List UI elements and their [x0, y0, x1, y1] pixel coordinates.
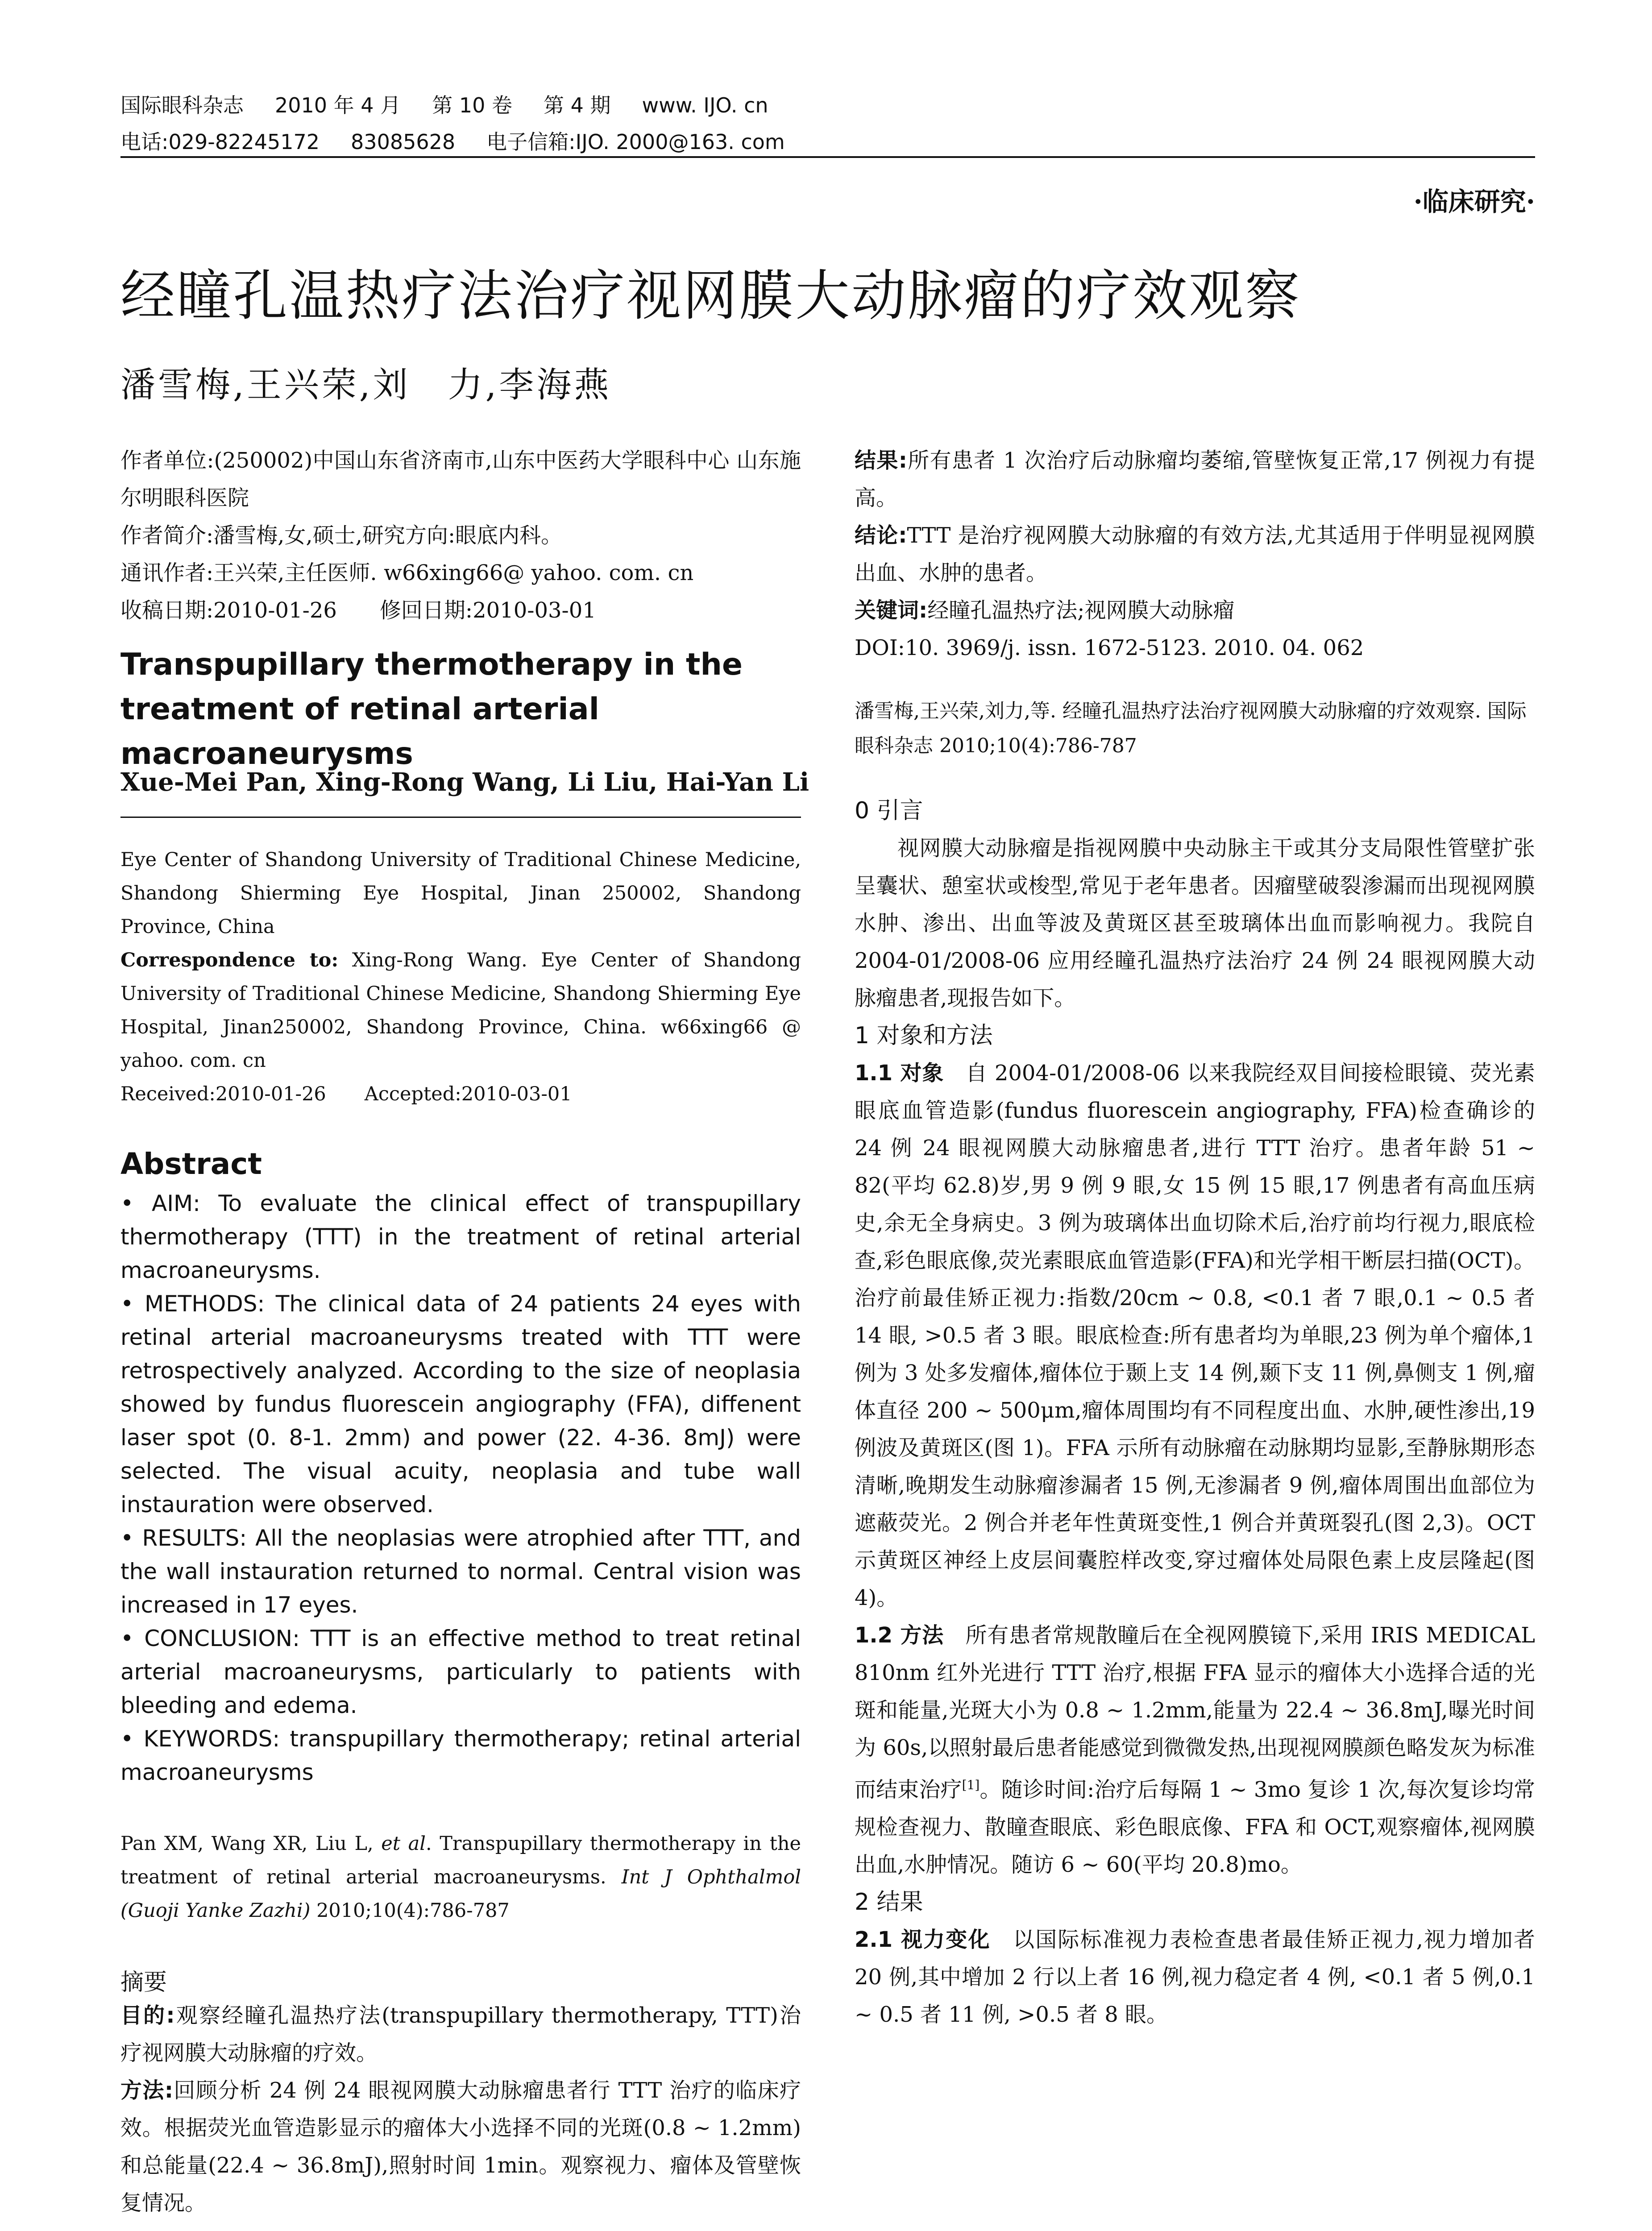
abstract-heading: Abstract: [120, 1147, 262, 1181]
intro-heading: 0 引言: [855, 797, 923, 824]
website[interactable]: www. IJO. cn: [642, 93, 768, 117]
abstract-zh-conclusion: 结论:TTT 是治疗视网膜大动脉瘤的有效方法,尤其适用于伴明显视网膜出血、水肿的患者。: [855, 523, 1535, 585]
results-heading: 2 结果: [855, 1889, 923, 1916]
correspondence-en: [120, 944, 801, 1078]
journal-header-line1: [120, 89, 800, 119]
phone2: 83085628: [351, 130, 456, 154]
section-2-1: 2.1 视力变化 以国际标准视力表检查患者最佳矫正视力,视力增加者 20 例,其中增加 2 行以上者 16 例,视力稳定者 4 例, <0.1 者 5 例,0.1 ~ 0.5 者 11 例, >0.5 者 8 眼。: [855, 1927, 1535, 2027]
citation-en: Pan XM, Wang XR, Liu L, et al. Transpupillary thermotherapy in the treatment of retinal arterial macroaneurysms. Int J Ophthalmol (Guoji Yanke Zazhi) 2010;10(4):786-787: [120, 1833, 801, 1922]
abstract-conclusion: • CONCLUSION: TTT is an effective method to treat retinal arterial macroaneurysms, particularly to patients with bleeding and edema.: [120, 1626, 801, 1718]
citation-zh: 潘雪梅,王兴荣,刘力,等. 经瞳孔温热疗法治疗视网膜大动脉瘤的疗效观察. 国际眼科杂志 2010;10(4):786-787: [855, 700, 1527, 757]
title-zh: 经瞳孔温热疗法治疗视网膜大动脉瘤的疗效观察: [120, 264, 1301, 328]
abstract-en: [120, 1187, 801, 1789]
section-1-2: 1.2 方法 所有患者常规散瞳后在全视网膜镜下,采用 IRIS MEDICAL 810nm 红外光进行 TTT 治疗,根据 FFA 显示的瘤体大小选择合适的光斑和能量,光斑大小为 0.8 ~ 1.2mm,能量为 22.4 ~ 36.8mJ,曝光时间为 60s,以照射最后患者能感觉到微微发热,出现视网膜颜色略发灰为标准而结束治疗[1]。随诊时间:治疗后每隔 1 ~ 3mo 复诊 1 次,每次复诊均常规检查视力、散瞳查眼底、彩色眼底像、FFA 和 OCT,观察瘤体,视网膜出血,水肿情况。随访 6 ~ 60(平均 20.8)mo。: [855, 1623, 1535, 1877]
journal-header-line2: [120, 126, 816, 155]
abstract-zh-right: [855, 442, 1535, 667]
abstract-zh-heading: 摘要: [120, 1969, 167, 1996]
abstract-results: • RESULTS: All the neoplasias were atrophied after TTT, and the wall instauration returned to normal. Central vision was increased in 17 eyes.: [120, 1525, 801, 1618]
volume: 第 10 卷: [432, 93, 512, 117]
section-1-1: 1.1 对象 自 2004-01/2008-06 以来我院经双目间接检眼镜、荧光素眼底血管造影(fundus fluorescein angiography, FFA)检查确诊的 24 例 24 眼视网膜大动脉瘤患者,进行 TTT 治疗。患者年龄 51 ~ 82(平均 62.8)岁,男 9 例 9 眼,女 15 例 15 眼,17 例患者有高血压病史,余无全身病史。3 例为玻璃体出血切除术后,治疗前均行视力,眼底检查,彩色眼底像,荧光素眼底血管造影(FFA)和光学相干断层扫描(OCT)。治疗前最佳矫正视力:指数/20cm ~ 0.8, <0.1 者 7 眼,0.1 ~ 0.5 者 14 眼, >0.5 者 3 眼。眼底检查:所有患者均为单眼,23 例为单个瘤体,1 例为 3 处多发瘤体,瘤体位于颞上支 14 例,颞下支 11 例,鼻侧支 1 例,瘤体直径 200 ~ 500μm,瘤体周围均有不同程度出血、水肿,硬性渗出,19 例波及黄斑区(图 1)。FFA 示所有动脉瘤在动脉期均显影,至静脉期形态清晰,晚期发生动脉瘤渗漏者 15 例,无渗漏者 9 例,瘤体周围出血部位为遮蔽荧光。2 例合并老年性黄斑变性,1 例合并黄斑裂孔(图 2,3)。OCT 示黄斑区神经上皮层间囊腔样改变,穿过瘤体处局限色素上皮层隆起(图4)。: [855, 1061, 1535, 1610]
corresponding-zh: 通讯作者:王兴荣,主任医师. w66xing66@ yahoo. com. cn: [120, 560, 694, 585]
correspondence-label: Correspondence to:: [120, 949, 339, 971]
reference-marker[interactable]: [1]: [962, 1778, 980, 1792]
section-tag: ·临床研究·: [1413, 187, 1535, 217]
author-info-zh: [120, 442, 801, 629]
abstract-zh-results: 结果:所有患者 1 次治疗后动脉瘤均萎缩,管壁恢复正常,17 例视力有提高。: [855, 448, 1535, 510]
issue-date: 2010 年 4 月: [275, 93, 401, 117]
affiliation-en: Eye Center of Shandong University of Traditional Chinese Medicine, Shandong Shierming Eye Hospital, Jinan 250002, Shandong Province, China: [120, 849, 801, 938]
abstract-methods: • METHODS: The clinical data of 24 patients 24 eyes with retinal arterial macroaneurysms treated with TTT were retrospectively analyzed. According to the size of neoplasia showed by fundus fluorescein angiography (FFA), diffenent laser spot (0. 8-1. 2mm) and power (22. 4-36. 8mJ) were selected. The visual acuity, neoplasia and tube wall instauration were observed.: [120, 1291, 801, 1518]
dates-en: Received:2010-01-26 Accepted:2010-03-01: [120, 1083, 572, 1105]
bio-zh: 作者简介:潘雪梅,女,硕士,研究方向:眼底内科。: [120, 523, 563, 548]
abstract-keywords: • KEYWORDS: transpupillary thermotherapy; retinal arterial macroaneurysms: [120, 1726, 801, 1785]
title-en: Transpupillary thermotherapy in the treatment of retinal arterial macroaneurysms: [120, 647, 743, 771]
affiliation-zh: 作者单位:(250002)中国山东省济南市,山东中医药大学眼科中心 山东施尔明眼科医院: [120, 448, 801, 510]
abstract-zh-keywords: 关键词:经瞳孔温热疗法;视网膜大动脉瘤: [855, 598, 1235, 623]
header-rule: [120, 156, 1535, 158]
email[interactable]: 电子信箱:IJO. 2000@163. com: [486, 130, 785, 154]
phone: 电话:029-82245172: [120, 130, 320, 154]
doi[interactable]: DOI:10. 3969/j. issn. 1672-5123. 2010. 04. 062: [855, 635, 1364, 660]
journal-name: 国际眼科杂志: [120, 93, 244, 117]
affiliation-block-en: [120, 843, 801, 1111]
correspondence-text: Xing-Rong Wang. Eye Center of Shandong University of Traditional Chinese Medicine, Shandong Shierming Eye Hospital, Jinan250002, Shandong Province, China. w66xing66 @ yahoo. com. cn: [120, 949, 801, 1072]
abstract-aim: • AIM: To evaluate the clinical effect of transpupillary thermotherapy (TTT) in the treatment of retinal arterial macroaneurysms.: [120, 1190, 801, 1283]
authors-rule: [120, 817, 801, 818]
abstract-zh-methods: 方法:回顾分析 24 例 24 眼视网膜大动脉瘤患者行 TTT 治疗的临床疗效。根据荧光血管造影显示的瘤体大小选择不同的光斑(0.8 ~ 1.2mm)和总能量(22.4 ~ 36.8mJ),照射时间 1min。观察视力、瘤体及管壁恢复情况。: [120, 2078, 801, 2215]
methods-heading: 1 对象和方法: [855, 1022, 993, 1049]
dates-zh: 收稿日期:2010-01-26 修回日期:2010-03-01: [120, 598, 596, 623]
issue: 第 4 期: [543, 93, 611, 117]
intro-text: 视网膜大动脉瘤是指视网膜中央动脉主干或其分支局限性管壁扩张呈囊状、憩室状或梭型,常见于老年患者。因瘤壁破裂渗漏而出现视网膜水肿、渗出、出血等波及黄斑区甚至玻璃体出血而影响视力。我院自 2004-01/2008-06 应用经瞳孔温热疗法治疗 24 例 24 眼视网膜大动脉瘤患者,现报告如下。: [855, 836, 1535, 1011]
abstract-zh-aim: 目的:观察经瞳孔温热疗法(transpupillary thermotherapy, TTT)治疗视网膜大动脉瘤的疗效。: [120, 2003, 801, 2065]
body-text: [855, 792, 1535, 2033]
authors-zh: 潘雪梅,王兴荣,刘 力,李海燕: [120, 365, 612, 405]
abstract-zh-left: [120, 1997, 801, 2222]
authors-en: Xue-Mei Pan, Xing-Rong Wang, Li Liu, Hai-Yan Li: [120, 767, 809, 797]
